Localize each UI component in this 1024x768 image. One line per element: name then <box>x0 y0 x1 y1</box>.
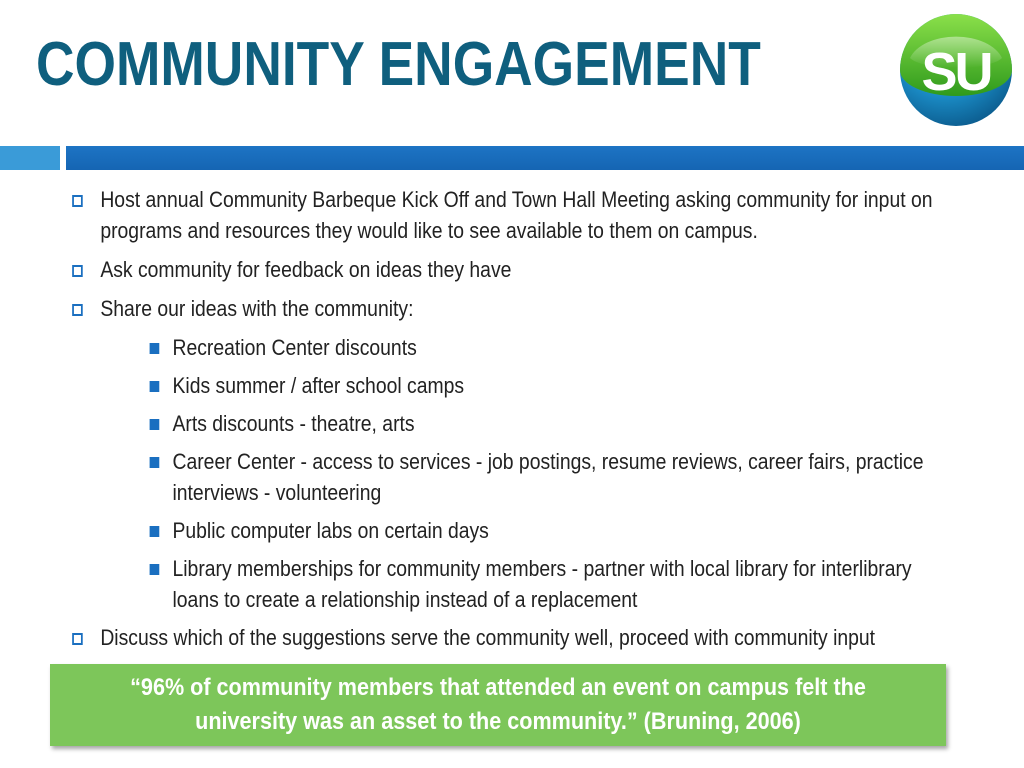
sub-list-item <box>0 332 947 363</box>
hollow-square-bullet-icon <box>72 633 83 645</box>
hollow-square-bullet-icon <box>72 265 83 277</box>
list-item-text: Library memberships for community members - partner with local library for interlibrary loans to create a relationship instead of a replacement <box>172 556 912 612</box>
hollow-square-bullet-icon <box>72 195 83 207</box>
list-item-text: Share our ideas with the community: <box>100 296 414 321</box>
square-bullet-icon <box>150 381 160 392</box>
page-title: COMMUNITY ENGAGEMENT <box>36 30 761 99</box>
logo-text: SU <box>921 42 991 102</box>
list-item-text: Public computer labs on certain days <box>172 518 489 543</box>
sub-list-item <box>0 370 947 401</box>
list-item <box>0 622 945 653</box>
stumbleupon-logo-icon <box>898 12 1014 128</box>
square-bullet-icon <box>150 526 160 537</box>
list-item <box>0 184 945 246</box>
list-item-text: Recreation Center discounts <box>172 335 417 360</box>
accent-bar-left <box>0 146 60 170</box>
list-item <box>0 254 945 285</box>
list-item-text: Arts discounts - theatre, arts <box>172 411 415 436</box>
square-bullet-icon <box>150 419 160 430</box>
bullet-list <box>0 184 1024 661</box>
list-item-text: Host annual Community Barbeque Kick Off and Town Hall Meeting asking community for input on programs and resources they would like to see available to them on campus. <box>100 187 933 243</box>
square-bullet-icon <box>150 564 160 575</box>
list-item-text: Ask community for feedback on ideas they have <box>100 257 512 282</box>
quote-box <box>50 664 946 746</box>
accent-bar-right <box>66 146 1024 170</box>
quote-text: “96% of community members that attended an event on campus felt the university was an asset to the community.” (Bruning, 2006) <box>130 674 866 735</box>
list-item <box>0 293 945 324</box>
sub-list-item <box>0 515 947 546</box>
list-item-text: Kids summer / after school camps <box>172 373 465 398</box>
list-item-text: Career Center - access to services - job postings, resume reviews, career fairs, practice interviews - volunteering <box>172 449 924 505</box>
sub-list-item <box>0 408 947 439</box>
square-bullet-icon <box>150 343 160 354</box>
sub-list-item <box>0 446 947 508</box>
hollow-square-bullet-icon <box>72 304 83 316</box>
list-item-text: Discuss which of the suggestions serve the community well, proceed with community input <box>100 625 876 650</box>
square-bullet-icon <box>150 457 160 468</box>
sub-list-item <box>0 553 947 615</box>
